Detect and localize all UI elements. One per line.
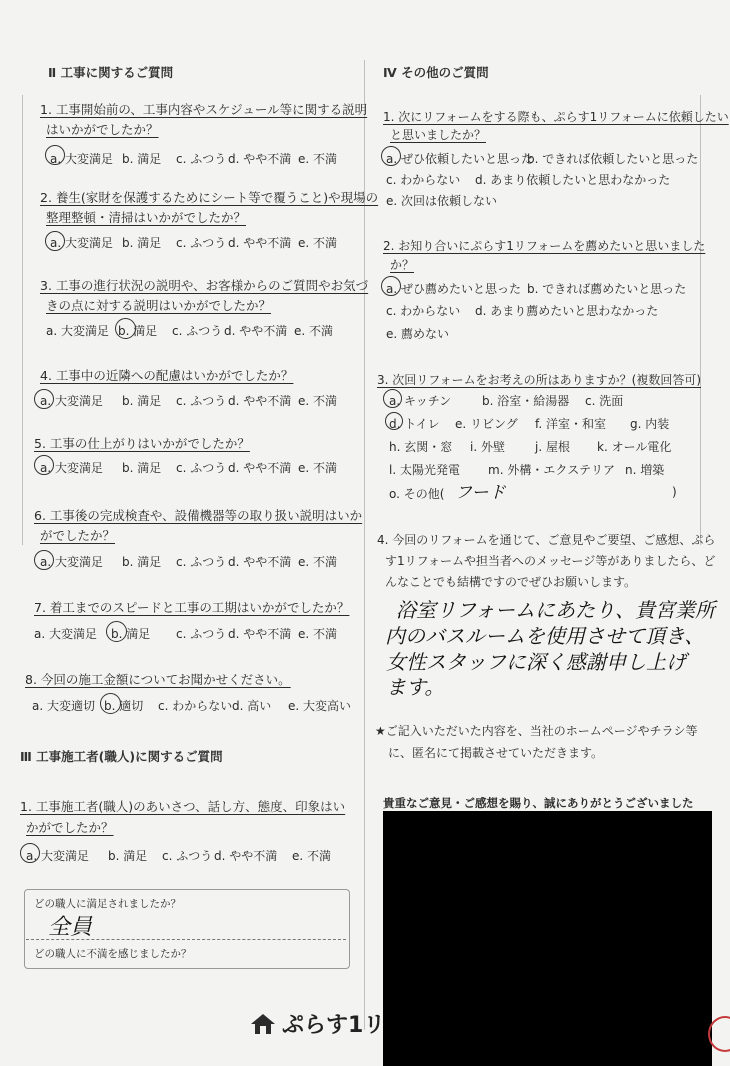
other-answer-handwritten[interactable]: フード [455,483,506,503]
section-3-title: Ⅲ 工事施工者(職人)に関するご質問 [20,749,223,764]
option-e[interactable]: e. 不満 [298,394,338,408]
option-e[interactable]: e. 不満 [298,236,338,250]
option-i[interactable]: i. 外壁 [470,440,505,454]
unsatisfied-label: どの職人に不満を感じましたか？ [34,948,192,960]
option-a[interactable]: a. 大変満足 [40,394,103,408]
option-d[interactable]: d. やや不満 [228,555,292,569]
s2-q2-text: 2. 養生(家財を保護するためにシート等で覆うこと)や現場の [40,190,379,205]
redacted-area [383,811,712,1066]
option-d[interactable]: d. やや不満 [214,849,278,863]
s4-q2-text-2: か？ [390,258,415,272]
option-c[interactable]: c. わからない [158,699,233,713]
s2-q3-text: 3. 工事の進行状況の説明や、お客様からのご質問やお気づ [40,278,369,293]
s2-q6-text: 6. 工事後の完成検査や、設備機器等の取り扱い説明はいか [34,508,363,523]
option-c[interactable]: c. 洗面 [585,394,624,408]
comment-handwritten-line-3[interactable]: 女性スタッフに深く感謝申し上げ [386,650,686,674]
option-e[interactable]: e. 不満 [298,461,338,475]
option-c[interactable]: c. ふつう [176,394,227,408]
option-l[interactable]: l. 太陽光発電 [389,463,460,477]
selected-circle-mark [115,318,136,339]
option-b[interactable]: b. 満足 [108,849,148,863]
option-e[interactable]: e. 薦めない [386,327,450,341]
option-b[interactable]: b. 満足 [118,324,158,338]
option-m[interactable]: m. 外構・エクステリア [488,463,615,477]
s2-q1-text: 1. 工事開始前の、工事内容やスケジュール等に関する説明 [40,102,368,117]
s4-q4-text: 4. 今回のリフォームを通じて、ご意見やご要望、ご感想、ぷら [377,533,716,547]
s2-q7-text: 7. 着工までのスピードと工事の工期はいかがでしたか？ [34,600,350,615]
s3-q1-text-2: かがでしたか？ [26,820,114,835]
option-b[interactable]: b. 満足 [122,555,162,569]
option-e[interactable]: e. 不満 [298,555,338,569]
option-c[interactable]: c. わからない [386,304,461,318]
option-b[interactable]: b. 浴室・給湯器 [482,394,570,408]
s2-q3-text-2: きの点に対する説明はいかがでしたか？ [46,298,272,313]
selected-circle-mark [45,145,65,165]
option-a[interactable]: a. 大変満足 [40,555,103,569]
option-e[interactable]: e. 次回は依頼しない [386,194,498,208]
selected-circle-mark [100,693,121,714]
s4-q1-text-2: と思いましたか？ [390,128,487,142]
option-e[interactable]: e. 不満 [294,324,334,338]
option-d[interactable]: d. やや不満 [228,394,292,408]
option-a[interactable]: a. ぜひ薦めたいと思った [386,282,521,296]
comment-handwritten-line-4[interactable]: ます。 [386,675,445,699]
section-2-title: Ⅱ 工事に関するご質問 [48,65,174,80]
satisfied-label: どの職人に満足されましたか？ [34,898,181,910]
option-d[interactable]: d. やや不満 [228,627,292,641]
option-b[interactable]: b. できれば薦めたいと思った [527,282,687,296]
option-e[interactable]: e. 不満 [298,152,338,166]
left-column-border [22,95,23,545]
s2-q2-text-2: 整理整頓・清掃はいかがでしたか？ [46,210,247,225]
s4-q4-text-3: んなことでも結構ですのでぜひお願いします。 [385,575,637,589]
s2-q1-text-2: はいかがでしたか？ [46,122,159,137]
option-b[interactable]: b. 満足 [122,461,162,475]
s4-q2-text: 2. お知り合いにぷらす1リフォームを薦めたいと思いました [383,239,706,253]
option-d[interactable]: d. やや不満 [224,324,288,338]
option-a[interactable]: a. 大変満足 [40,461,103,475]
option-c[interactable]: c. ふつう [176,236,227,250]
selected-circle-mark [381,276,401,296]
option-e[interactable]: e. リビング [455,417,518,431]
s2-q8-text: 8. 今回の施工金額についてお聞かせください。 [25,672,291,687]
publication-note: ★ご記入いただいた内容を、当社のホームページやチラシ等 [375,724,698,738]
option-b[interactable]: b. 満足 [122,236,162,250]
selected-circle-mark [20,843,40,863]
option-d[interactable]: d. やや不満 [228,236,292,250]
comment-handwritten-line-1[interactable]: 浴室リフォームにあたり、貴宮業所 [396,598,715,622]
option-c[interactable]: c. ふつう [176,152,227,166]
option-d[interactable]: d. あまり薦めたいと思わなかった [475,304,659,318]
selected-circle-mark [106,621,127,642]
selected-circle-mark [45,231,65,251]
option-d[interactable]: d. やや不満 [228,152,292,166]
option-d[interactable]: d. 高い [232,699,272,713]
selected-circle-mark [385,412,403,430]
option-c[interactable]: c. ふつう [176,461,227,475]
house-logo-icon [250,1013,276,1035]
publication-note-2: に、匿名にて掲載させていただきます。 [388,746,604,760]
option-d[interactable]: d. トイレ [389,417,440,431]
option-j[interactable]: j. 屋根 [535,440,570,454]
option-o[interactable]: o. その他( [389,487,445,501]
option-b[interactable]: b. 満足 [122,152,162,166]
s2-q4-text: 4. 工事中の近隣への配慮はいかがでしたか？ [40,368,294,383]
box-divider [26,939,346,940]
s4-q4-text-2: す1リフォームや担当者へのメッセージ等がありましたら、ど [385,554,716,568]
option-c[interactable]: c. わからない [386,173,461,187]
option-b[interactable]: b. 満足 [122,394,162,408]
option-d[interactable]: d. やや不満 [228,461,292,475]
option-c[interactable]: c. ふつう [172,324,223,338]
comment-handwritten-line-2[interactable]: 内のバスルームを使用させて頂き、 [385,624,705,648]
option-k[interactable]: k. オール電化 [597,440,672,454]
option-a[interactable]: a. 大変満足 [50,152,113,166]
option-a[interactable]: a. 大変満足 [50,236,113,250]
option-a[interactable]: a. 大変満足 [46,324,109,338]
option-a[interactable]: a. ぜひ依頼したいと思った [386,152,533,166]
s4-q3-text: 3. 次回リフォームをお考えの所はありますか？(複数回答可) [377,373,702,387]
option-b[interactable]: b. 満足 [111,627,151,641]
brand-logo-text: ぷらす1リ [282,1013,386,1038]
option-a[interactable]: a. 大変満足 [26,849,89,863]
option-c[interactable]: c. ふつう [162,849,213,863]
option-c[interactable]: c. ふつう [176,627,227,641]
selected-circle-mark [383,389,402,408]
satisfied-answer-handwritten[interactable]: 全員 [48,915,93,940]
option-e[interactable]: e. 大変高い [288,699,352,713]
option-c[interactable]: c. ふつう [176,555,227,569]
thanks-message: 貴重なご意見・ご感想を賜り、誠にありがとうございました [383,796,694,810]
s2-q6-text-2: がでしたか？ [40,528,116,543]
option-a[interactable]: a. キッチン [389,394,452,408]
option-n[interactable]: n. 増築 [625,463,665,477]
option-b[interactable]: b. 適切 [104,699,144,713]
option-g[interactable]: g. 内装 [630,417,670,431]
s3-q1-text: 1. 工事施工者(職人)のあいさつ、話し方、態度、印象はい [20,799,346,814]
option-a[interactable]: a. 大変適切 [32,699,95,713]
footer-logo [250,1008,385,1039]
selected-circle-mark [34,455,54,475]
option-o-close: ) [672,485,677,499]
option-d[interactable]: d. あまり依頼したいと思わなかった [475,173,671,187]
option-h[interactable]: h. 玄関・窓 [389,440,453,454]
right-column-border [700,95,701,545]
selected-circle-mark [381,146,401,166]
option-e[interactable]: e. 不満 [292,849,332,863]
s4-q1-text: 1. 次にリフォームをする際も、ぷらす1リフォームに依頼したい [383,110,729,124]
option-e[interactable]: e. 不満 [298,627,338,641]
option-f[interactable]: f. 洋室・和室 [535,417,606,431]
option-b[interactable]: b. できれば依頼したいと思った [527,152,699,166]
selected-circle-mark [34,389,54,409]
s2-q5-text: 5. 工事の仕上がりはいかがでしたか？ [34,436,250,451]
selected-circle-mark [34,550,54,570]
section-4-title: Ⅳ その他のご質問 [383,65,489,80]
option-a[interactable]: a. 大変満足 [34,627,97,641]
